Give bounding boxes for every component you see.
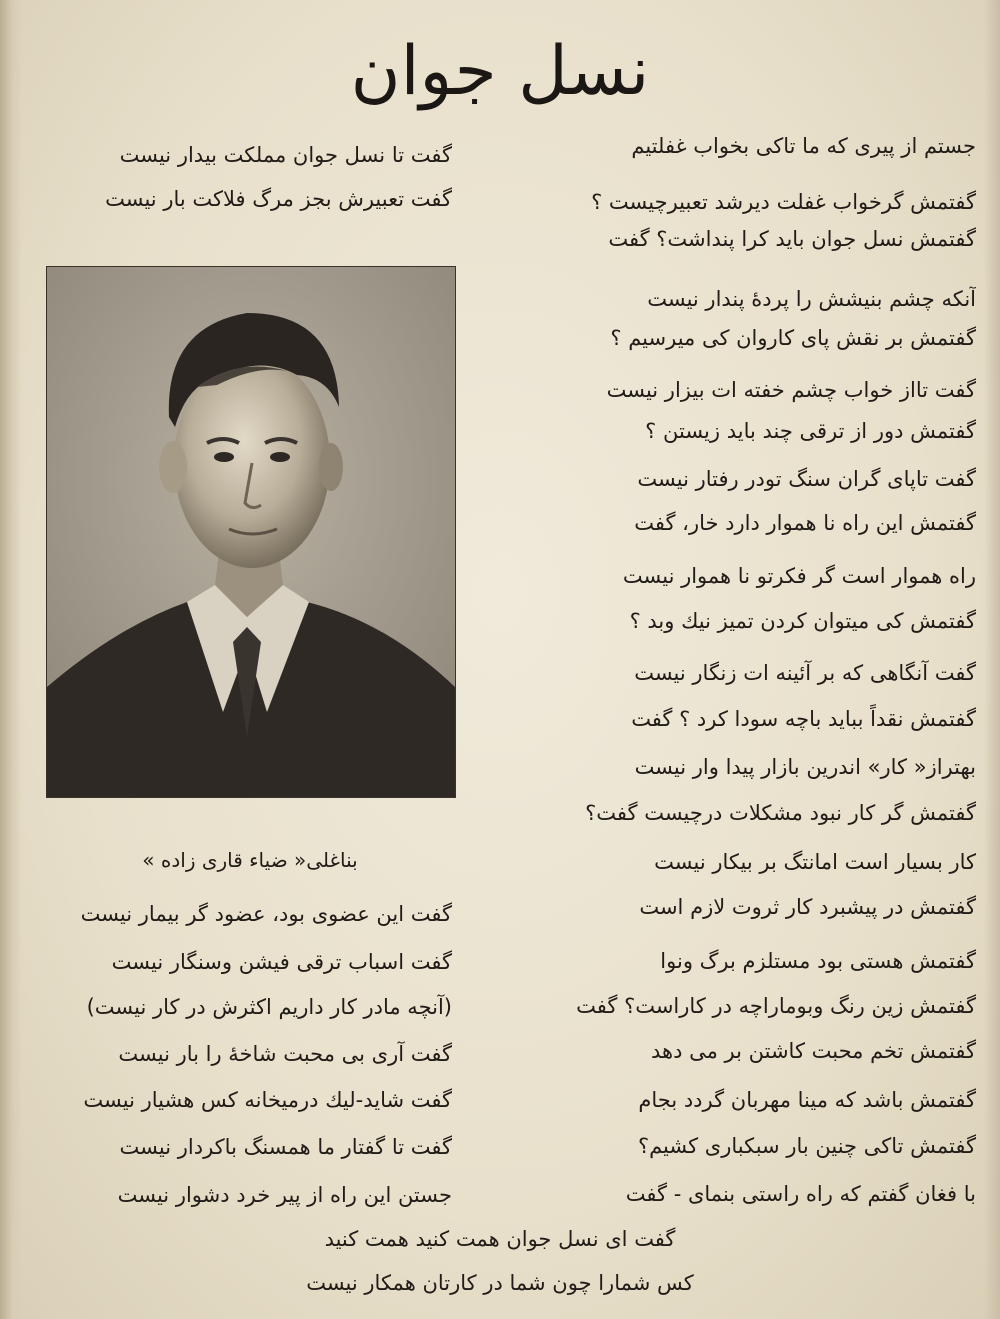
- page-edge-shadow: [984, 0, 1000, 1319]
- verse-line: کس شمارا چون شما در کارتان همکار نیست: [306, 1271, 694, 1295]
- verse-line: راه هموار است گر فکرتو نا هموار نیست: [622, 564, 976, 588]
- verse-line: گفتمش کی میتوان کردن تمیز نیك وبد ؟: [629, 609, 976, 633]
- verse-line: گفتمش نقداً بباید باچه سودا کرد ؟ گفت: [631, 707, 976, 731]
- verse-line: گفت آری بی محبت شاخهٔ را بار نیست: [118, 1042, 452, 1066]
- verse-line: کار بسیار است امانتگ بر بیکار نیست: [654, 850, 976, 874]
- verse-line: گفت تا نسل جوان مملکت بیدار نیست: [119, 143, 452, 167]
- verse-line: گفتمش هستی بود مستلزم برگ ونوا: [660, 949, 976, 973]
- verse-line: گفت آنگاهی که بر آئینه ات زنگار نیست: [634, 661, 976, 685]
- verse-line: گفت این عضوی بود، عضود گر بیمار نیست: [80, 902, 452, 926]
- verse-line: گفت تااز خواب چشم خفته ات بیزار نیست: [606, 378, 976, 402]
- photo-caption: بناغلی« ضیاء قاری زاده »: [142, 848, 358, 872]
- verse-line: گفتمش بر نقش پای کاروان کی میرسیم ؟: [610, 326, 976, 350]
- verse-line: گفتمش در پیشبرد کار ثروت لازم است: [639, 895, 976, 919]
- verse-line: با فغان گفتم که راه راستی بنمای - گفت: [625, 1182, 976, 1206]
- verse-line: گفتمش تاکی چنین بار سبکباری کشیم؟: [637, 1134, 976, 1158]
- verse-line: آنکه چشم بنیشش را پردهٔ پندار نیست: [647, 287, 976, 311]
- verse-line: جستم از پیری که ما تاکی بخواب غفلتیم: [631, 134, 976, 158]
- author-portrait-photo: [46, 266, 456, 798]
- verse-line: جستن این راه از پیر خرد دشوار نیست: [117, 1183, 452, 1207]
- binding-shadow: [0, 0, 22, 1319]
- verse-line: گفتمش زین رنگ وبوماراچه در کاراست؟ گفت: [576, 994, 976, 1018]
- verse-line: گفت اسباب ترقی فیشن وسنگار نیست: [111, 950, 452, 974]
- verse-line: (آنچه مادر کار داریم اکثرش در کار نیست): [86, 995, 452, 1019]
- poem-title: نسل جوان: [350, 32, 650, 111]
- verse-line: گفتمش باشد که مینا مهربان گردد بجام: [638, 1088, 976, 1112]
- verse-line: گفت تعبیرش بجز مرگ فلاکت بار نیست: [105, 187, 452, 211]
- verse-line: گفت تا گفتار ما همسنگ باکردار نیست: [119, 1135, 452, 1159]
- verse-line: گفتمش دور از ترقی چند باید زیستن ؟: [645, 419, 976, 443]
- verse-line: گفت شاید-لیك درمیخانه کس هشیار نیست: [83, 1088, 452, 1112]
- verse-line: گفتمش تخم محبت کاشتن بر می دهد: [650, 1039, 976, 1063]
- verse-line: گفتمش این راه نا هموار دارد خار، گفت: [634, 511, 976, 535]
- verse-line: گفت تاپای گران سنگ تودر رفتار نیست: [637, 467, 976, 491]
- verse-line: گفت ای نسل جوان همت کنید همت کنید: [324, 1227, 676, 1251]
- portrait-illustration: [47, 267, 455, 797]
- verse-line: گفتمش نسل جوان باید کرا پنداشت؟ گفت: [608, 227, 976, 251]
- verse-line: گفتمش گرخواب غفلت دیرشد تعبیرچیست ؟: [591, 190, 976, 214]
- verse-line: گفتمش گر کار نبود مشکلات درچیست گفت؟: [585, 801, 976, 825]
- verse-line: بهتراز« کار» اندرین بازار پیدا وار نیست: [634, 755, 976, 779]
